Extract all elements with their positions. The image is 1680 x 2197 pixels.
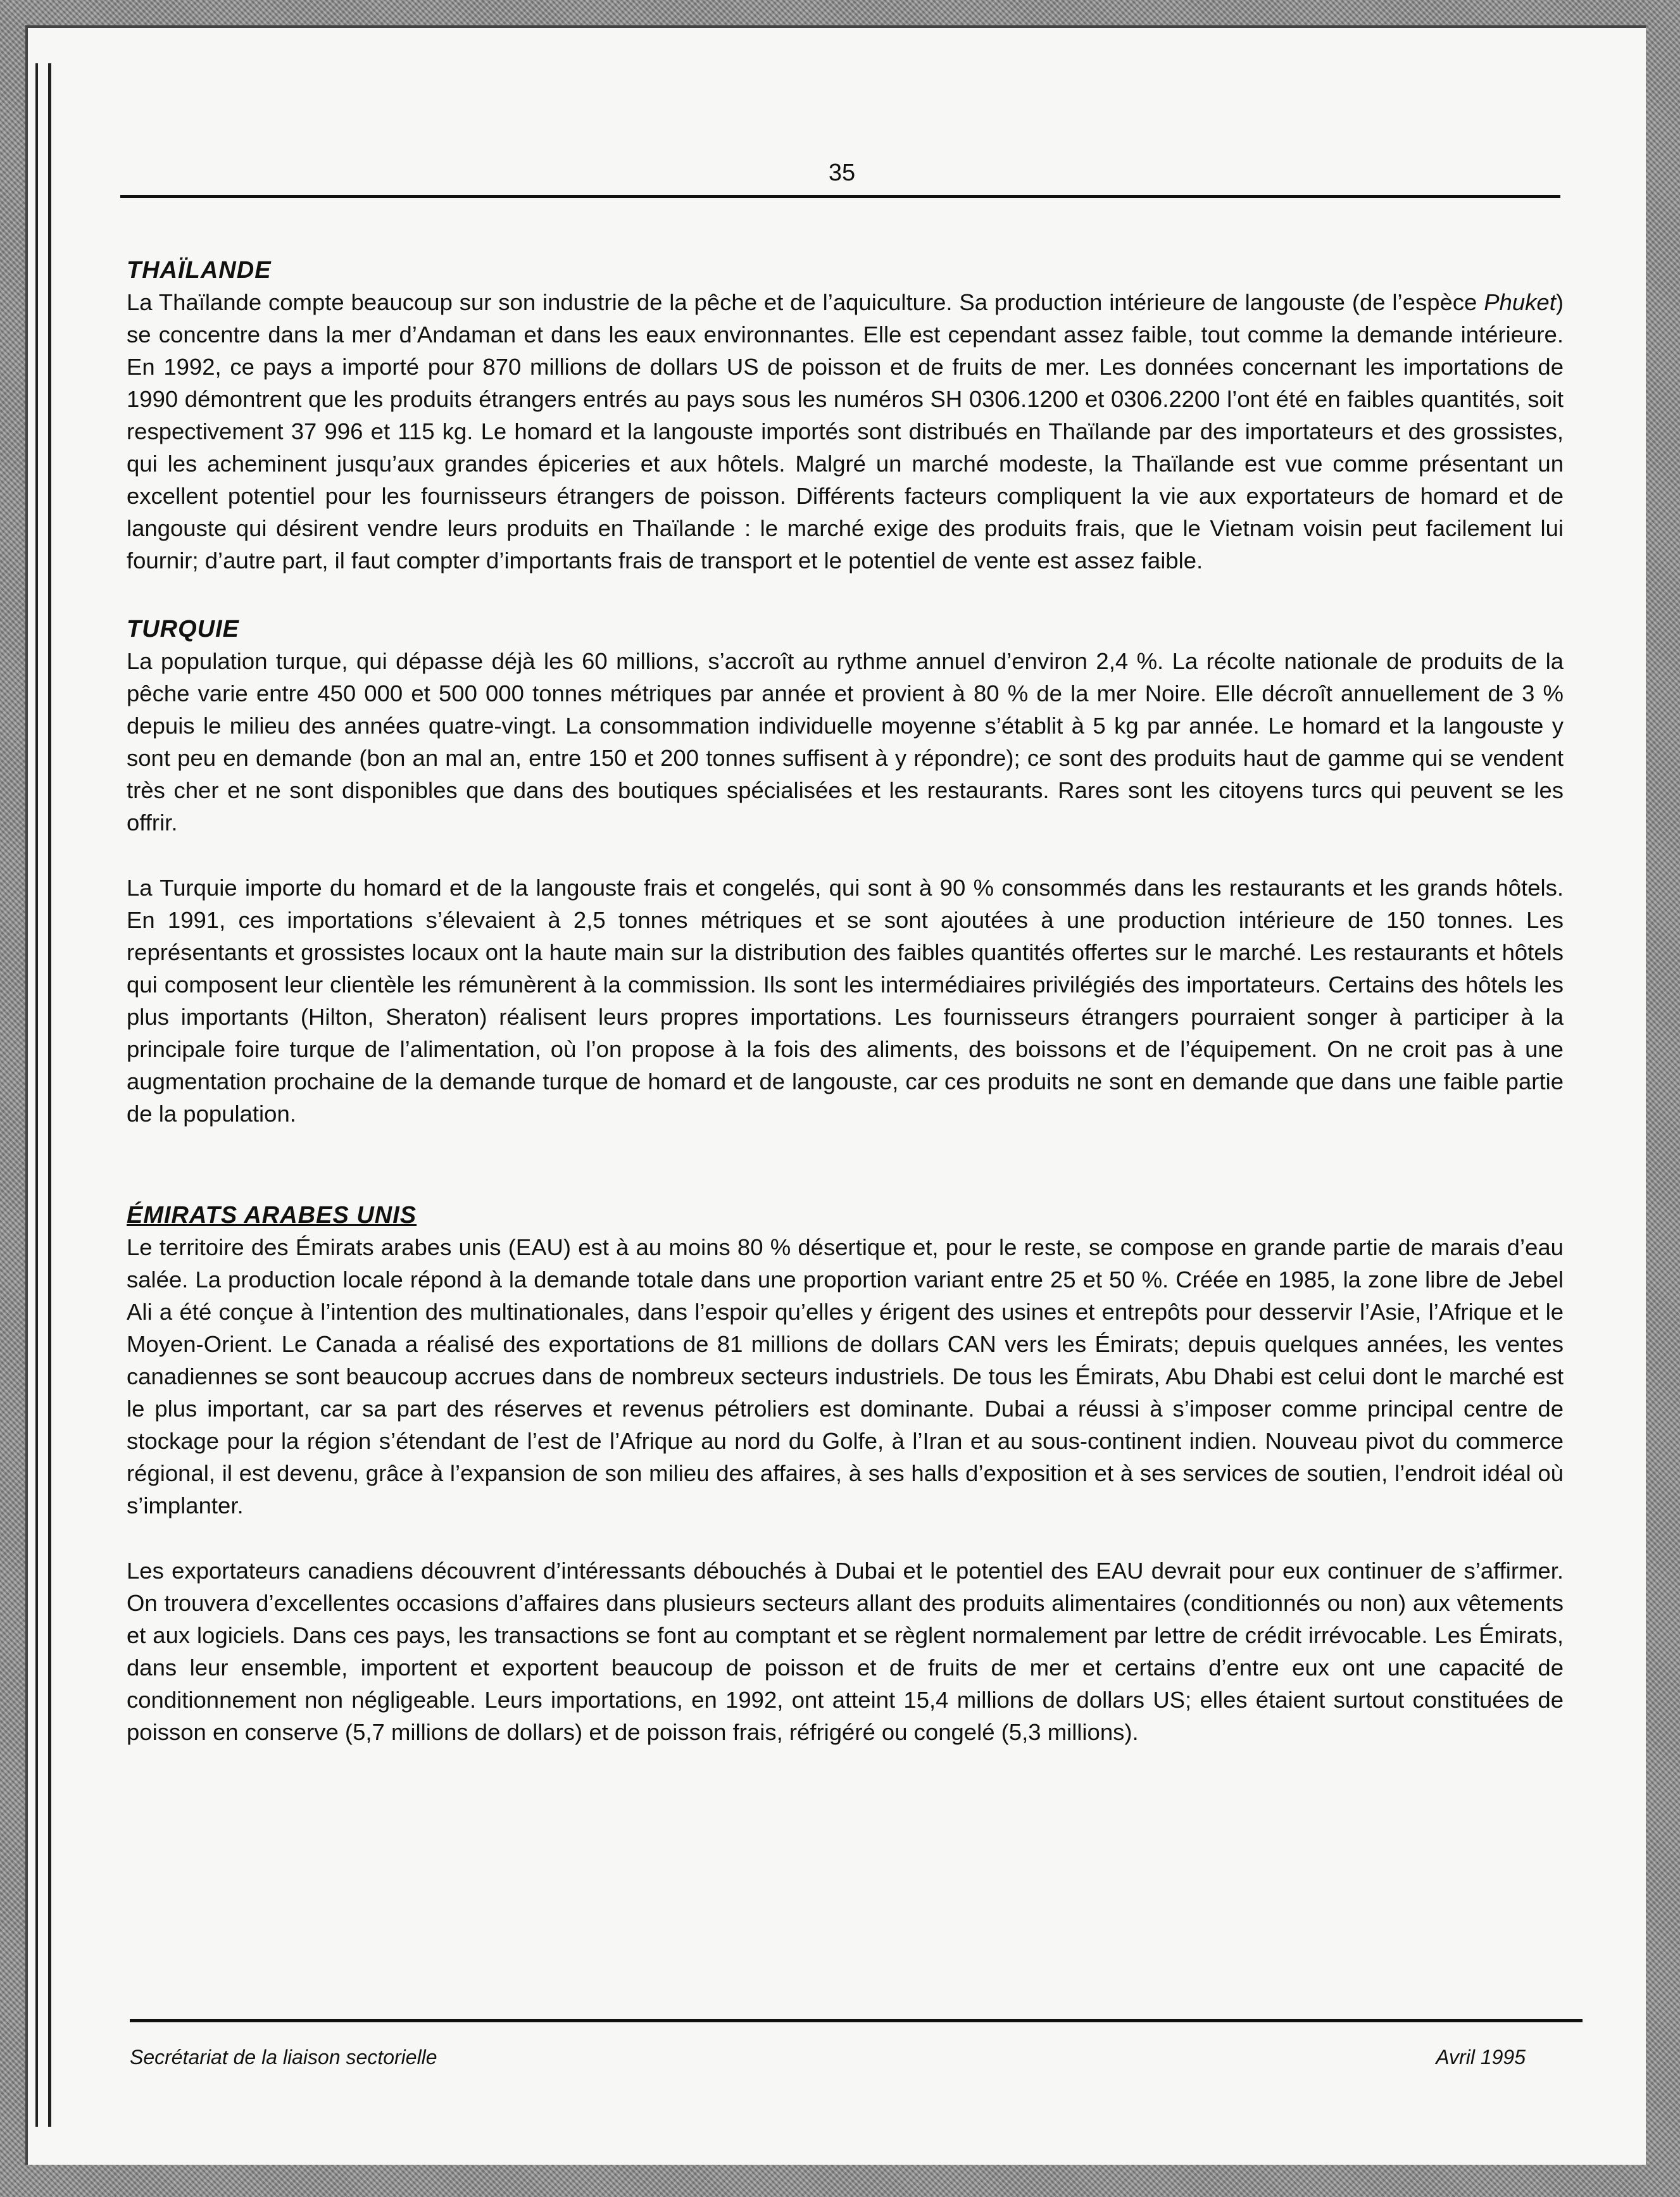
header-rule: [120, 195, 1560, 198]
paragraph-emirats-1: Le territoire des Émirats arabes unis (EAU) est à au moins 80 % désertique et, pour le reste, se compose en grande partie de marais d’eau salée. La production locale répond à la demande totale dans une proportion variant entre 25 et 50 %. Créée en 1985, la zone libre de Jebel Ali a été conçue à l’intention des multinationales, dans l’espoir qu’elles y érigent des usines et entrepôts pour desservir l’Asie, l’Afrique et le Moyen-Orient. Le Canada a réalisé des exportations de 81 millions de dollars CAN vers les Émirats; depuis quelques années, les ventes canadiennes se sont beaucoup accrues dans de nombreux secteurs industriels. De tous les Émirats, Abu Dhabi est celui dont le marché est le plus important, car sa part des réserves et revenus pétroliers est dominante. Dubai a réussi à s’imposer comme principal centre de stockage pour la région s’étendant de l’est de l’Afrique au nord du Golfe, à l’Iran et au sous-continent indien. Nouveau pivot du commerce régional, il est devenu, grâce à l’expansion de son milieu des affaires, à ses halls d’exposition et à ses services de soutien, l’endroit idéal où s’implanter.: [127, 1234, 1564, 1518]
paragraph-turquie-2: La Turquie importe du homard et de la langouste frais et congelés, qui sont à 90 % consommés dans les restaurants et les grands hôtels. En 1991, ces importations s’élevaient à 2,5 tonnes métriques et se sont ajoutées à une production intérieure de 150 tonnes. Les représentants et grossistes locaux ont la haute main sur la distribution des faibles quantités offertes sur le marché. Les restaurants et hôtels qui composent leur clientèle les rémunèrent à la commission. Ils sont les intermédiaires privilégiés des importateurs. Certains des hôtels les plus importants (Hilton, Sheraton) réalisent leurs propres importations. Les fournisseurs étrangers pourraient songer à participer à la principale foire turque de l’alimentation, où l’on propose à la fois des aliments, des boissons et de l’équipement. On ne croit pas à une augmentation prochaine de la demande turque de homard et de langouste, car ces produits ne sont en demande que dans une faible partie de la population.: [127, 875, 1564, 1127]
section-emirats: [127, 1199, 1564, 1748]
page-number: 35: [828, 160, 856, 186]
paragraph-thailande: [127, 286, 1564, 577]
footer-date: Avril 1995: [1436, 2046, 1526, 2069]
section-turquie: [127, 613, 1564, 1130]
binder-line: [35, 63, 38, 2127]
paragraph-text: ) se concentre dans la mer d’Andaman et dans les eaux environnantes. Elle est cependant assez faible, tout comme la demande intérieure. En 1992, ce pays a importé pour 870 millions de dollars US de poisson et de fruits de mer. Les données concernant les importations de 1990 démontrent que les produits étrangers entrés au pays sous les numéros SH 0306.1200 et 0306.2200 l’ont été en faibles quantités, soit respectivement 37 996 et 115 kg. Le homard et la langouste importés sont distribués en Thaïlande par des importateurs et des grossistes, qui les acheminent jusqu’aux grandes épiceries et aux hôtels. Malgré un marché modeste, la Thaïlande est vue comme présentant un excellent potentiel pour les fournisseurs étrangers de poisson. Différents facteurs compliquent la vie aux exportateurs de homard et de langouste qui désirent vendre leurs produits en Thaïlande : le marché exige des produits frais, que le Vietnam voisin peut facilement lui fournir; d’autre part, il faut compter d’importants frais de transport et le potentiel de vente est assez faible.: [127, 289, 1564, 573]
paragraph-text: La Thaïlande compte beaucoup sur son industrie de la pêche et de l’aquiculture. Sa production intérieure de langouste (de l’espèce: [127, 289, 1484, 315]
document-page: [25, 25, 1646, 2165]
section-title-thailande: THAÏLANDE: [127, 257, 272, 284]
footer-organization: Secrétariat de la liaison sectorielle: [130, 2046, 437, 2069]
species-name: Phuket: [1484, 289, 1556, 315]
section-thailande: [127, 254, 1564, 577]
paragraph-turquie-1: La population turque, qui dépasse déjà les 60 millions, s’accroît au rythme annuel d’environ 2,4 %. La récolte nationale de produits de la pêche varie entre 450 000 et 500 000 tonnes métriques par année et provient à 80 % de la mer Noire. Elle décroît annuellement de 3 % depuis le milieu des années quatre-vingt. La consommation individuelle moyenne s’établit à 5 kg par année. Le homard et la langouste y sont peu en demande (bon an mal an, entre 150 et 200 tonnes suffisent à y répondre); ce sont des produits haut de gamme qui se vendent très cher et ne sont disponibles que dans des boutiques spécialisées et les restaurants. Rares sont les citoyens turcs qui peuvent se les offrir.: [127, 648, 1564, 836]
section-title-emirats: [127, 1199, 1564, 1231]
paragraph-emirats-2: Les exportateurs canadiens découvrent d’intéressants débouchés à Dubai et le potentiel des EAU devrait pour eux continuer de s’affirmer. On trouvera d’excellentes occasions d’affaires dans plusieurs secteurs allant des produits alimentaires (conditionnés ou non) aux vêtements et aux logiciels. Dans ces pays, les transactions se font au comptant et se règlent normalement par lettre de crédit irrévocable. Les Émirats, dans leur ensemble, importent et exportent beaucoup de poisson et de fruits de mer et certains d’entre eux ont une capacité de conditionnement non négligeable. Leurs importations, en 1992, ont atteint 15,4 millions de dollars US; elles étaient surtout constituées de poisson en conserve (5,7 millions de dollars) et de poisson frais, réfrigéré ou congelé (5,3 millions).: [127, 1558, 1564, 1745]
page-body: [127, 254, 1564, 1748]
binder-line: [48, 63, 51, 2127]
section-title-turquie: TURQUIE: [127, 616, 239, 642]
footer-rule: [130, 2019, 1583, 2022]
section-title-text: ÉMIRATS ARABES UNIS: [127, 1202, 417, 1229]
